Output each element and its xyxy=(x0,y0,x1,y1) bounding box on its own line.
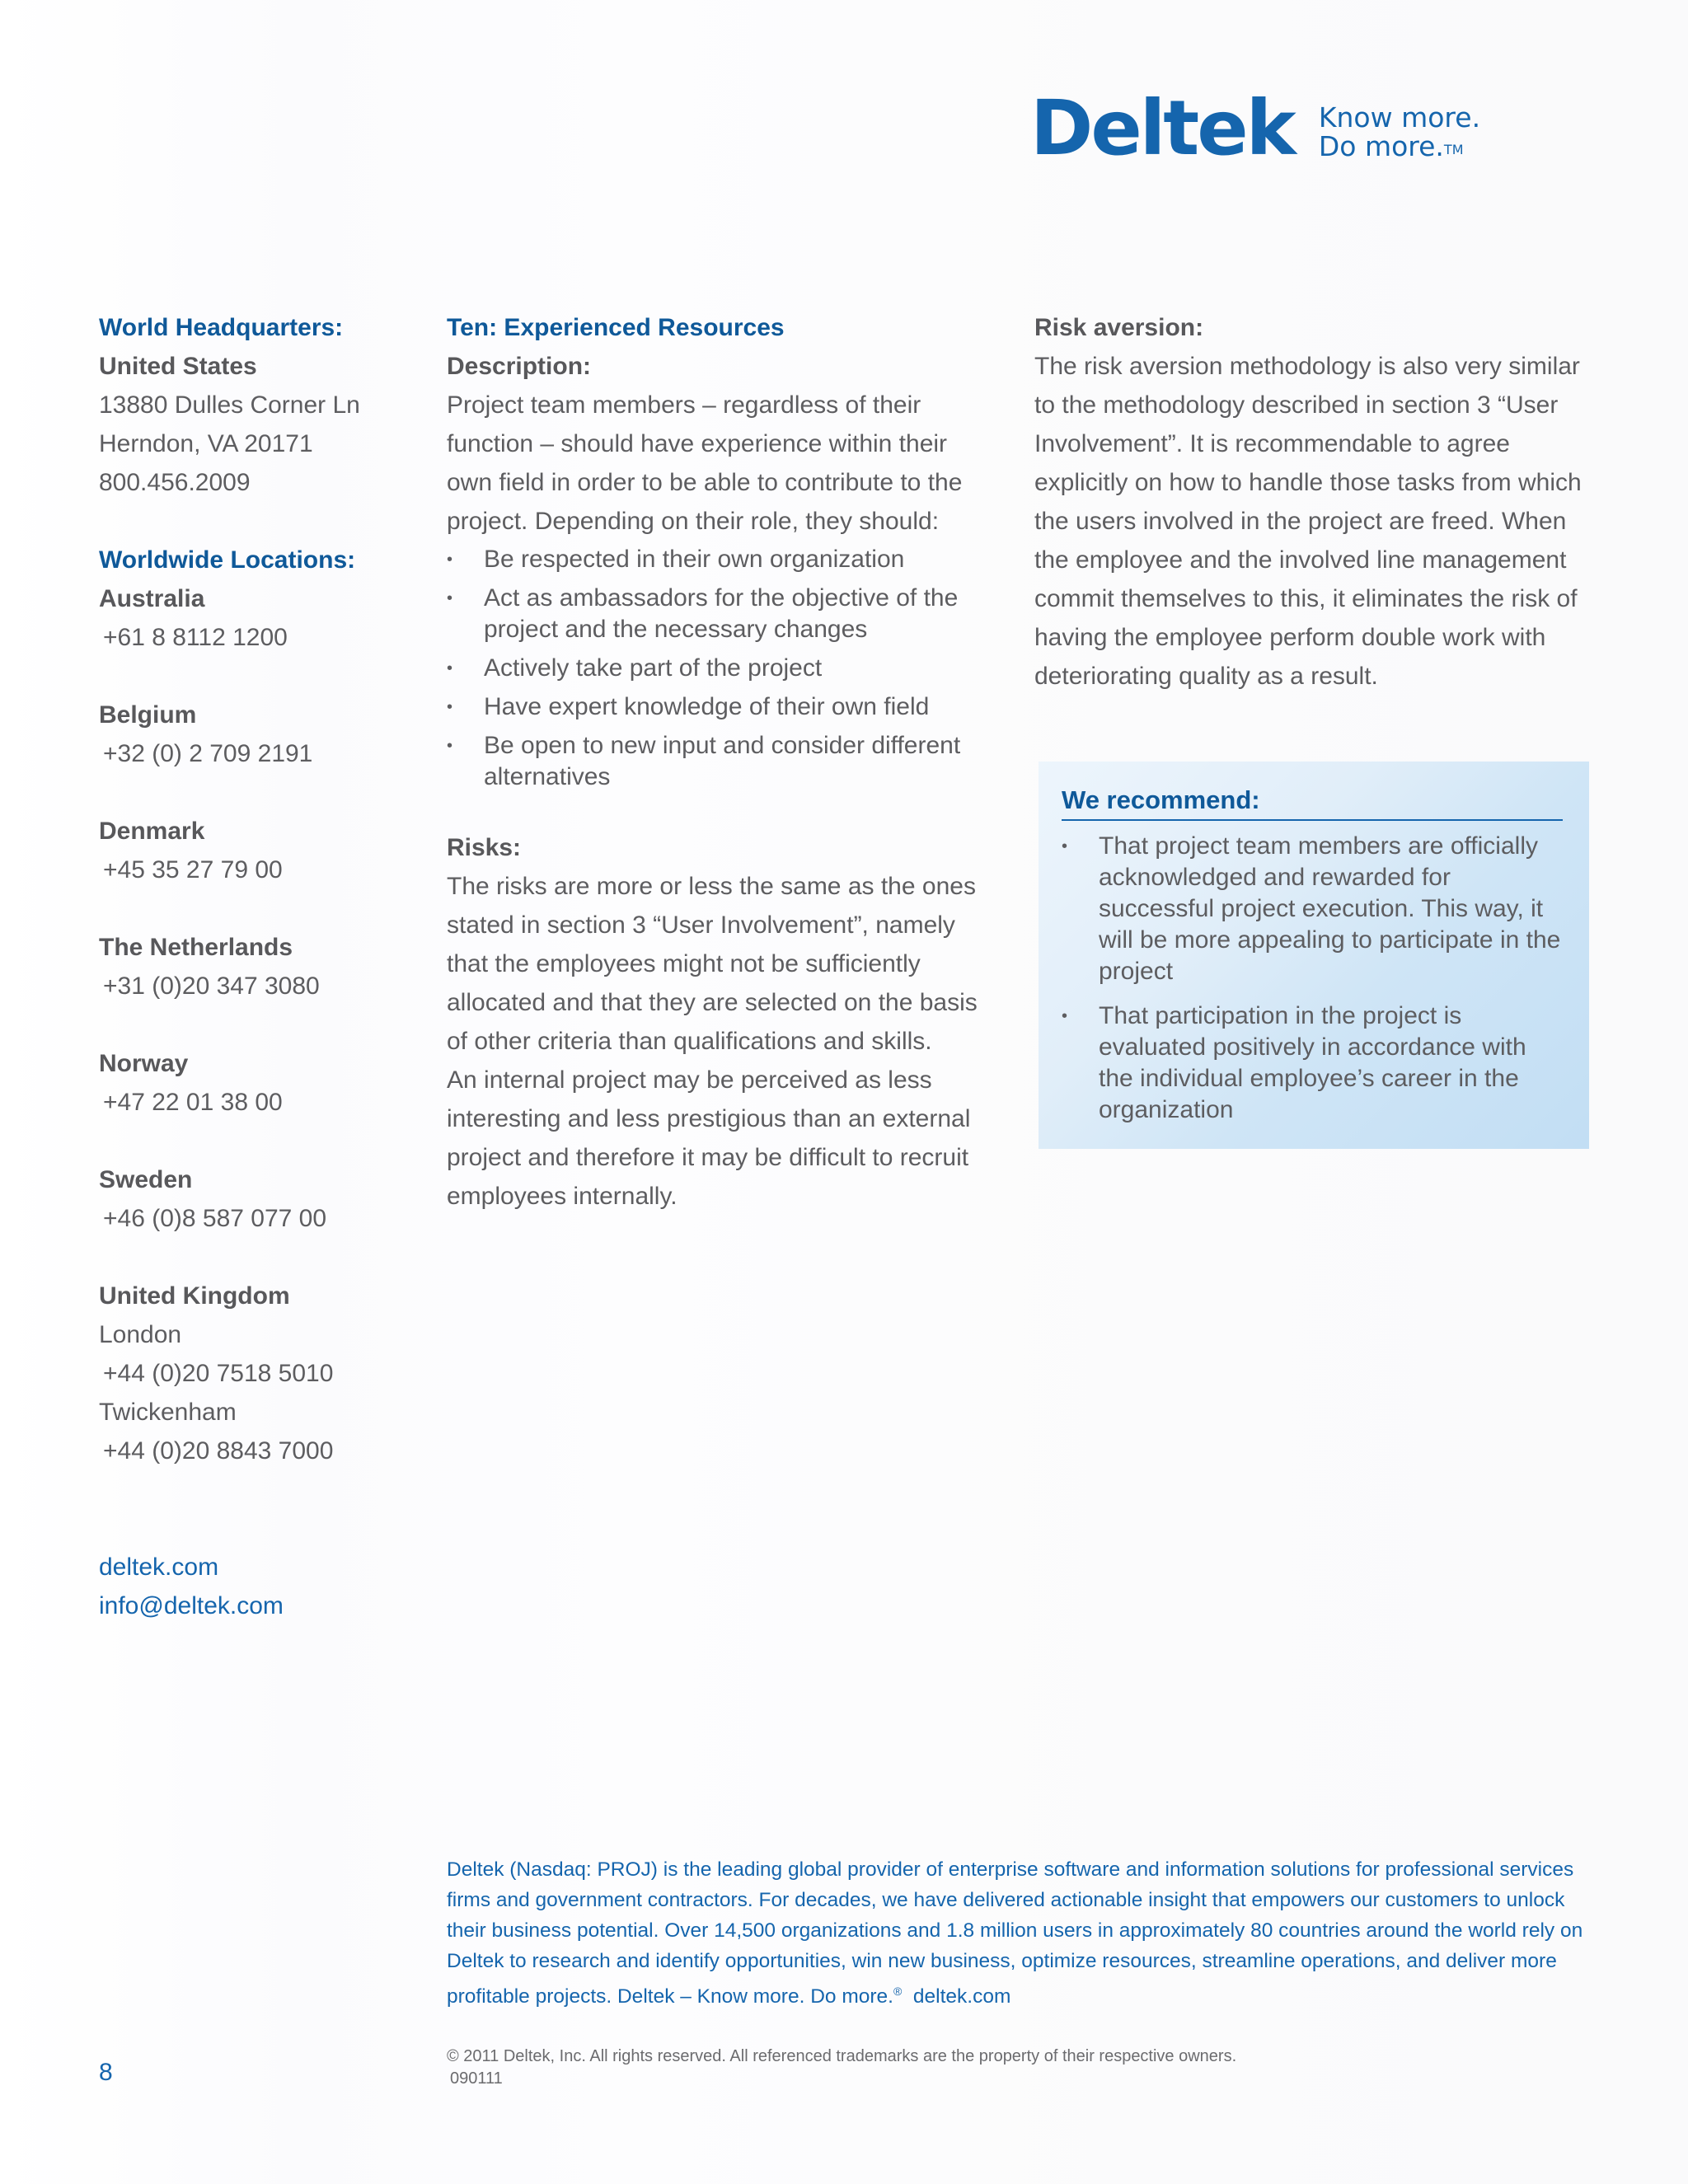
location-phone: +47 22 01 38 00 xyxy=(103,1089,283,1116)
location-phone: +46 (0)8 587 077 00 xyxy=(103,1205,327,1232)
hq-address-line2: Herndon, VA 20171 xyxy=(99,430,313,457)
copyright-text: © 2011 Deltek, Inc. All rights reserved. All referenced trademarks are the property of their respective owners. xyxy=(447,2047,1237,2065)
risks-heading: Risks: xyxy=(447,834,522,861)
location-country: Denmark xyxy=(99,818,205,845)
section-title: Ten: Experienced Resources xyxy=(447,314,785,341)
location-country: Belgium xyxy=(99,701,197,729)
logo-tagline xyxy=(1319,103,1480,161)
page-number: 8 xyxy=(99,2059,113,2086)
list-item: • That participation in the project is evaluated positively in accordance with the individual employee’s career in the organization xyxy=(1062,1002,1526,1123)
location-item xyxy=(99,1160,404,1238)
risks-text: The risks are more or less the same as the ones stated in section 3 “User Involvement”, namely that the employees might not be sufficiently allocated and that they are selected on the basis of other criteria than qualifications and skills. xyxy=(447,873,978,1055)
hq-country: United States xyxy=(99,353,257,380)
list-item: • Have expert knowledge of their own field xyxy=(447,693,930,720)
location-country: Norway xyxy=(99,1050,189,1077)
location-city: Twickenham xyxy=(99,1399,237,1426)
trademark-mark: TM xyxy=(1443,142,1464,157)
recommend-box xyxy=(1039,762,1589,1149)
location-country: United Kingdom xyxy=(99,1282,290,1310)
hq-phone: 800.456.2009 xyxy=(99,469,251,496)
list-item: • Actively take part of the project xyxy=(447,654,823,682)
location-phone: +44 (0)20 7518 5010 xyxy=(103,1360,334,1387)
location-item xyxy=(99,812,404,889)
location-phone: +44 (0)20 8843 7000 xyxy=(103,1437,334,1465)
hq-address-line1: 13880 Dulles Corner Ln xyxy=(99,391,360,419)
location-city: London xyxy=(99,1321,182,1348)
location-country: Australia xyxy=(99,585,205,612)
description-text: Project team members – regardless of their function – should have experience within their own field in order to be able to contribute to the project. Depending on their role, they should: xyxy=(447,391,963,535)
risk-aversion-text: The risk aversion methodology is also very similar to the methodology described in section 3 “User Involvement”. It is recommendable to agree explicitly on how to handle those tasks from which the users involved in the project are freed. When the employee and the involved line management commit themselves to this, it eliminates the risk of having the employee perform double work with deteriorating quality as a result. xyxy=(1034,353,1582,690)
main-column xyxy=(447,308,999,1216)
copyright-notice xyxy=(447,2046,1436,2090)
company-boilerplate: Deltek (Nasdaq: PROJ) is the leading global provider of enterprise software and information solutions for professional services firms and government contractors. For decades, we have delivered actionable insight that empowers our customers to unlock their business potential. Over 14,500 organizations and 1.8 million users in approximately 80 countries around the world rely on Deltek to research and identify opportunities, win new business, optimize resources, streamline operations, and deliver more profitable projects. Deltek – Know more. Do more.® deltek.com xyxy=(447,1858,1583,2008)
registered-mark: ® xyxy=(893,1985,903,1998)
hq-heading: World Headquarters: xyxy=(99,314,344,341)
location-phone: +61 8 8112 1200 xyxy=(103,624,288,651)
risks-text-2: An internal project may be perceived as less interesting and less prestigious than an external project and therefore it may be difficult to recruit employees internally. xyxy=(447,1066,971,1210)
list-item: • Be respected in their own organization xyxy=(447,546,905,573)
location-item xyxy=(99,696,404,773)
role-bullet-list xyxy=(447,541,999,797)
document-code: 090111 xyxy=(450,2069,503,2088)
footer-website-link[interactable]: deltek.com xyxy=(912,1985,1011,2008)
locations-heading: Worldwide Locations: xyxy=(99,546,356,574)
risk-aversion-column xyxy=(1034,308,1595,696)
website-link[interactable]: deltek.com xyxy=(99,1554,219,1581)
tagline-line1: Know more. xyxy=(1318,101,1481,134)
risk-aversion-heading: Risk aversion: xyxy=(1034,314,1204,341)
location-item xyxy=(99,579,404,657)
description-heading: Description: xyxy=(447,353,592,380)
list-item: • Act as ambassadors for the objective of the project and the necessary changes xyxy=(447,584,959,643)
location-item xyxy=(99,928,404,1005)
location-item xyxy=(99,1044,404,1122)
email-link[interactable]: info@deltek.com xyxy=(99,1592,284,1619)
location-phone: +32 (0) 2 709 2191 xyxy=(103,740,313,767)
location-phone: +31 (0)20 347 3080 xyxy=(103,972,320,1000)
tagline-line2: Do more.™ xyxy=(1318,130,1464,162)
location-phone: +45 35 27 79 00 xyxy=(103,856,283,883)
deltek-logo xyxy=(1030,84,1481,172)
location-item-uk xyxy=(99,1277,404,1470)
list-item: • Be open to new input and consider different alternatives xyxy=(447,732,961,790)
list-item: • That project team members are officially acknowledged and rewarded for successful project execution. This way, it will be more appealing to participate in the project xyxy=(1062,832,1561,985)
logo-wordmark: Deltek xyxy=(1030,84,1294,172)
location-country: Sweden xyxy=(99,1166,193,1193)
location-country: The Netherlands xyxy=(99,934,293,961)
contacts-column xyxy=(99,308,404,1625)
recommend-title: We recommend: xyxy=(1062,783,1563,821)
recommend-list xyxy=(1062,827,1563,1136)
